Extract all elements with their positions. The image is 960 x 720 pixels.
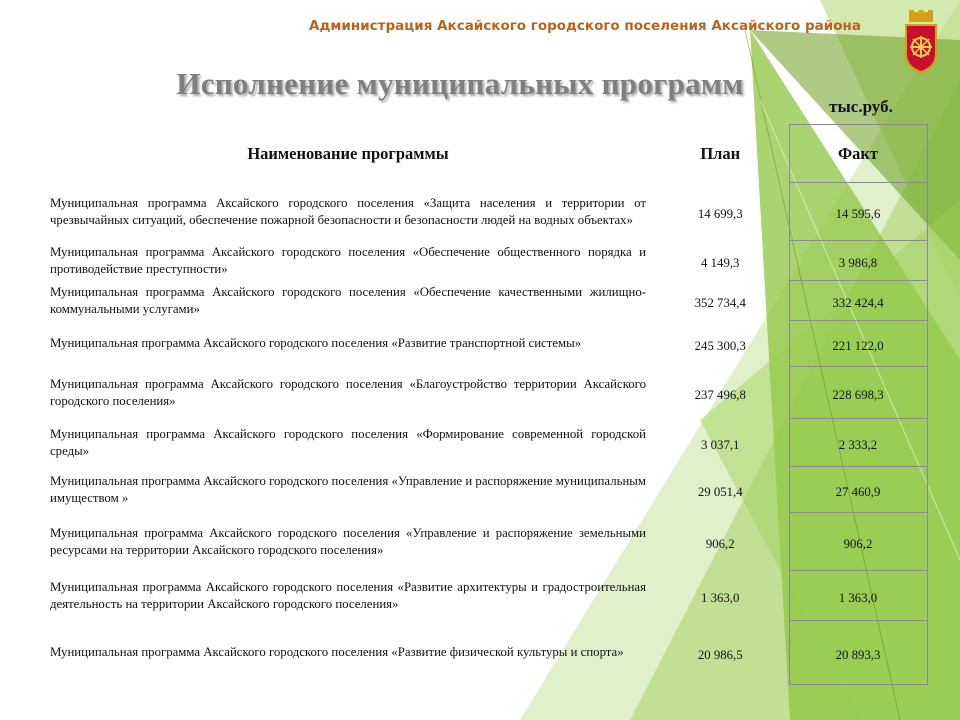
program-name: Муниципальная программа Аксайского городского поселения «Благоустройство территории Аксайского городского поселения» bbox=[50, 376, 646, 408]
plan-value: 237 496,8 bbox=[694, 388, 746, 402]
plan-value: 3 037,1 bbox=[701, 438, 740, 452]
plan-value: 14 699,3 bbox=[697, 207, 743, 221]
page-title: Исполнение муниципальных программ bbox=[176, 66, 744, 101]
program-name: Муниципальная программа Аксайского городского поселения «Развитие транспортной системы» bbox=[50, 336, 582, 350]
table-row bbox=[44, 621, 927, 685]
table-row bbox=[44, 419, 927, 467]
table-row bbox=[44, 321, 927, 367]
table-row bbox=[44, 467, 927, 513]
fact-value: 332 424,4 bbox=[789, 281, 927, 321]
fact-value: 228 698,3 bbox=[789, 367, 927, 419]
column-header-plan: План bbox=[700, 143, 741, 163]
programs-table bbox=[44, 124, 928, 685]
table-header-row bbox=[44, 125, 927, 183]
units-label: тыс.руб. bbox=[829, 97, 893, 116]
column-header-fact: Факт bbox=[789, 125, 927, 183]
program-name: Муниципальная программа Аксайского городского поселения «Защита населения и территории от чрезвычайных ситуаций, обеспечение пожарной безопасности и безопасности людей на водных объектах» bbox=[50, 195, 646, 227]
fact-value: 2 333,2 bbox=[789, 419, 927, 467]
table-row bbox=[44, 571, 927, 621]
table-row bbox=[44, 513, 927, 571]
fact-value: 906,2 bbox=[789, 513, 927, 571]
program-name: Муниципальная программа Аксайского городского поселения «Обеспечение качественными жилищно-коммунальными услугами» bbox=[50, 284, 646, 316]
plan-value: 245 300,3 bbox=[694, 339, 746, 353]
plan-value: 20 986,5 bbox=[697, 648, 743, 662]
plan-value: 1 363,0 bbox=[701, 591, 740, 605]
program-name: Муниципальная программа Аксайского городского поселения «Управление и распоряжение земельными ресурсами на территории Аксайского городского поселения» bbox=[50, 525, 646, 557]
coat-of-arms-icon bbox=[903, 10, 939, 76]
plan-value: 906,2 bbox=[705, 537, 735, 551]
table-row bbox=[44, 241, 927, 281]
program-name: Муниципальная программа Аксайского городского поселения «Формирование современной городской среды» bbox=[50, 426, 646, 458]
table-row bbox=[44, 281, 927, 321]
program-name: Муниципальная программа Аксайского городского поселения «Развитие физической культуры и спорта» bbox=[50, 645, 624, 659]
plan-value: 352 734,4 bbox=[694, 296, 746, 310]
column-header-name: Наименование программы bbox=[247, 143, 449, 163]
program-name: Муниципальная программа Аксайского городского поселения «Обеспечение общественного порядка и противодействие преступности» bbox=[50, 244, 646, 276]
plan-value: 4 149,3 bbox=[701, 256, 740, 270]
fact-value: 14 595,6 bbox=[789, 183, 927, 241]
table-row bbox=[44, 183, 927, 241]
organization-header: Администрация Аксайского городского поселения Аксайского района bbox=[309, 18, 861, 34]
fact-value: 27 460,9 bbox=[789, 467, 927, 513]
table-row bbox=[44, 367, 927, 419]
fact-value: 20 893,3 bbox=[789, 621, 927, 685]
program-name: Муниципальная программа Аксайского городского поселения «Развитие архитектуры и градостроительная деятельность на территории Аксайского городского поселения» bbox=[50, 579, 646, 611]
program-name: Муниципальная программа Аксайского городского поселения «Управление и распоряжение муниципальным имуществом » bbox=[50, 473, 646, 505]
fact-value: 3 986,8 bbox=[789, 241, 927, 281]
fact-value: 1 363,0 bbox=[789, 571, 927, 621]
plan-value: 29 051,4 bbox=[697, 485, 743, 499]
fact-value: 221 122,0 bbox=[789, 321, 927, 367]
